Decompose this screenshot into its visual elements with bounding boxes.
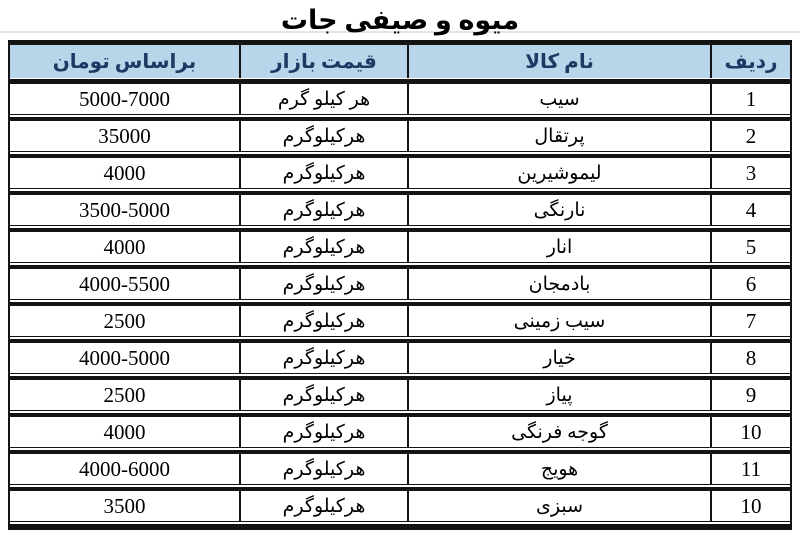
cell-toman: 3500 [103, 493, 146, 518]
cell-radif: 11 [710, 454, 790, 484]
row-separator [10, 484, 790, 491]
cell-radif: 10 [710, 491, 790, 521]
cell-radif: 8 [710, 343, 790, 373]
cell-toman: 5000-7000 [79, 86, 170, 111]
cell-radif: 3 [710, 158, 790, 188]
cell-bazar: هرکیلوگرم [239, 417, 407, 447]
row-separator [10, 262, 790, 269]
table-body [10, 84, 790, 528]
cell-toman: 3500-5000 [79, 197, 170, 222]
cell-kala: پیاز [407, 380, 710, 410]
table-row [10, 417, 790, 447]
row-separator [10, 299, 790, 306]
table-row [10, 380, 790, 410]
table-row [10, 121, 790, 151]
col-header-toman: براساس تومان [52, 51, 197, 73]
cell-bazar: هرکیلوگرم [239, 195, 407, 225]
cell-kala: لیموشیرین [407, 158, 710, 188]
cell-bazar: هرکیلوگرم [239, 454, 407, 484]
cell-radif: 2 [710, 121, 790, 151]
cell-toman: 4000-5500 [79, 271, 170, 296]
cell-bazar: هرکیلوگرم [239, 306, 407, 336]
table-row [10, 269, 790, 299]
table-row [10, 343, 790, 373]
cell-toman: 4000-6000 [79, 456, 170, 481]
table-row [10, 84, 790, 114]
row-separator [10, 410, 790, 417]
col-header-bazar: قیمت بازار [239, 45, 407, 78]
cell-toman: 4000 [103, 419, 146, 444]
table-row [10, 454, 790, 484]
cell-bazar: هرکیلوگرم [239, 491, 407, 521]
cell-toman: 35000 [98, 123, 151, 148]
cell-kala: نارنگی [407, 195, 710, 225]
row-separator [10, 521, 790, 528]
cell-toman: 4000 [103, 234, 146, 259]
cell-kala: سبزی [407, 491, 710, 521]
cell-bazar: هرکیلوگرم [239, 343, 407, 373]
cell-bazar: هرکیلوگرم [239, 269, 407, 299]
table-row [10, 195, 790, 225]
cell-kala: سیب زمینی [407, 306, 710, 336]
cell-radif: 9 [710, 380, 790, 410]
row-separator [10, 225, 790, 232]
price-table [8, 40, 792, 530]
cell-bazar: هرکیلوگرم [239, 380, 407, 410]
cell-radif: 10 [710, 417, 790, 447]
cell-bazar: هرکیلوگرم [239, 232, 407, 262]
cell-kala: هویج [407, 454, 710, 484]
cell-toman: 2500 [103, 308, 146, 333]
cell-radif: 6 [710, 269, 790, 299]
cell-bazar: هرکیلوگرم [239, 121, 407, 151]
row-separator [10, 336, 790, 343]
cell-kala: سیب [407, 84, 710, 114]
table-row [10, 158, 790, 188]
row-separator [10, 188, 790, 195]
cell-radif: 7 [710, 306, 790, 336]
cell-radif: 5 [710, 232, 790, 262]
page-title: میوه و صیفی جات [280, 5, 520, 35]
table-row [10, 491, 790, 521]
cell-kala: پرتقال [407, 121, 710, 151]
cell-toman: 4000 [103, 160, 146, 185]
row-separator [10, 114, 790, 121]
cell-toman: 4000-5000 [79, 345, 170, 370]
cell-bazar: هر کیلو گرم [239, 84, 407, 114]
cell-toman: 2500 [103, 382, 146, 407]
table-row [10, 306, 790, 336]
col-header-kala: نام کالا [407, 45, 710, 78]
cell-kala: انار [407, 232, 710, 262]
col-header-radif: ردیف [710, 45, 790, 78]
table-row [10, 232, 790, 262]
row-separator [10, 447, 790, 454]
cell-kala: بادمجان [407, 269, 710, 299]
row-separator [10, 373, 790, 380]
cell-radif: 4 [710, 195, 790, 225]
cell-kala: گوجه فرنگی [407, 417, 710, 447]
row-separator [10, 151, 790, 158]
table-header-row [10, 45, 790, 78]
cell-radif: 1 [710, 84, 790, 114]
cell-kala: خیار [407, 343, 710, 373]
cell-bazar: هرکیلوگرم [239, 158, 407, 188]
